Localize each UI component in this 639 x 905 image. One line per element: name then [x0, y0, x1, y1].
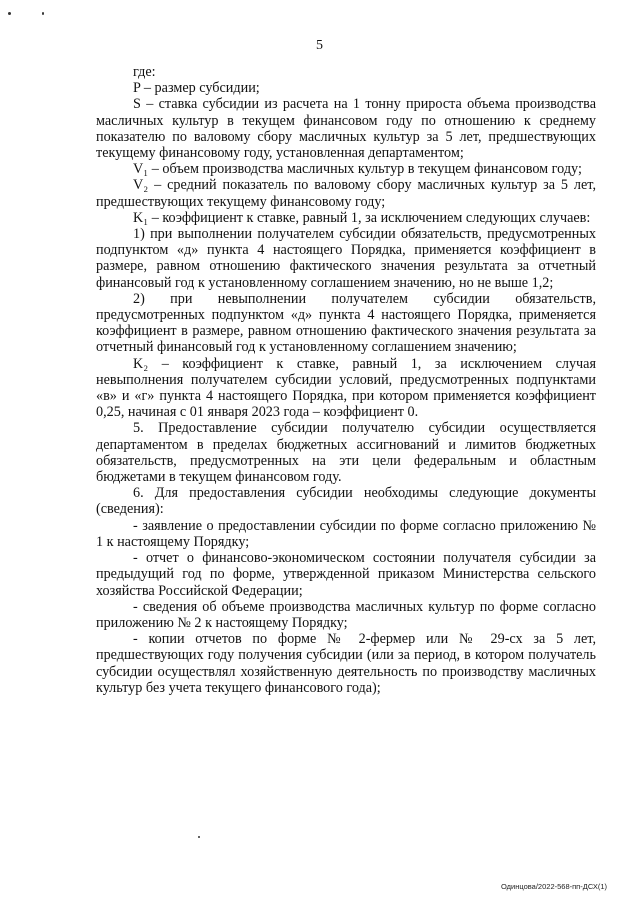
- list-item-production-info: - сведения об объеме производства масличных культур по форме согласно приложению № 2 к настоящему Порядку;: [96, 598, 596, 631]
- document-code: Одинцова/2022-568-пп-ДСХ(1): [501, 882, 607, 891]
- paragraph-k1-case-2: 2) при невыполнении получателем субсидии обязательств, предусмотренных подпунктом «д» пункта 4 настоящего Порядка, применяется коэффициент в размере, равном отношению фактического значения результата за отчетный финансовый год к установленному соглашением значению;: [96, 290, 596, 356]
- paragraph-where: где:: [133, 64, 156, 80]
- scan-speck: [8, 12, 11, 15]
- scan-speck: [42, 12, 44, 15]
- paragraph-k1-case-1: 1) при выполнении получателем субсидии обязательств, предусмотренных подпунктом «д» пункта 4 настоящего Порядка, применяется коэффициент в размере, равном отношению фактического значения результата за отчетный финансовый год к установленному соглашением значению, но не выше 1,2;: [96, 226, 596, 291]
- paragraph-p-definition: P – размер субсидии;: [133, 80, 260, 97]
- list-item-application: - заявление о предоставлении субсидии по форме согласно приложению № 1 к настоящему Порядку;: [96, 517, 596, 550]
- list-item-financial-report: - отчет о финансово-экономическом состоянии получателя субсидии за предыдущий год по форме, утвержденной приказом Министерства сельского хозяйства Российской Федерации;: [96, 550, 596, 599]
- paragraph-item-6: 6. Для предоставления субсидии необходимы следующие документы (сведения):: [96, 485, 596, 518]
- paragraph-item-5: 5. Предоставление субсидии получателю субсидии осуществляется департаментом в пределах бюджетных ассигнований и лимитов бюджетных обязательств, предусмотренных на эти цели федеральным и областным бюджетами в текущем финансовом году.: [96, 420, 596, 486]
- paragraph-k2-definition: K₂ – коэффициент к ставке, равный 1, за исключением случая невыполнения получателем субсидии условий, предусмотренных подпунктами «в» и «г» пункта 4 настоящего Порядка, при котором применяется коэффициент 0,25, начиная с 01 января 2023 года – коэффициент 0.: [96, 355, 596, 421]
- paragraph-s-definition: S – ставка субсидии из расчета на 1 тонну прироста объема производства масличных культур в текущем финансовом году по отношению к среднему показателю по валовому сбору масличных культур за 5 лет, предшествующих текущему финансовому году, установленная департаментом;: [96, 96, 596, 162]
- document-body: [96, 64, 596, 696]
- list-item-report-copies: - копии отчетов по форме № 2-фермер или № 29-сх за 5 лет, предшествующих году получения субсидии (или за период, в котором получатель субсидии осуществлял хозяйственную деятельность по производству масличных культур без учета текущего финансового года);: [96, 631, 596, 696]
- paragraph-v2-definition: V₂ – средний показатель по валовому сбору масличных культур за 5 лет, предшествующих текущему финансовому году;: [96, 177, 596, 210]
- scan-speck: [198, 836, 200, 838]
- paragraph-v1-definition: V₁ – объем производства масличных культур в текущем финансовом году;: [133, 161, 582, 178]
- paragraph-k1-definition: K₁ – коэффициент к ставке, равный 1, за исключением следующих случаев:: [133, 209, 591, 226]
- page-number: 5: [316, 38, 323, 53]
